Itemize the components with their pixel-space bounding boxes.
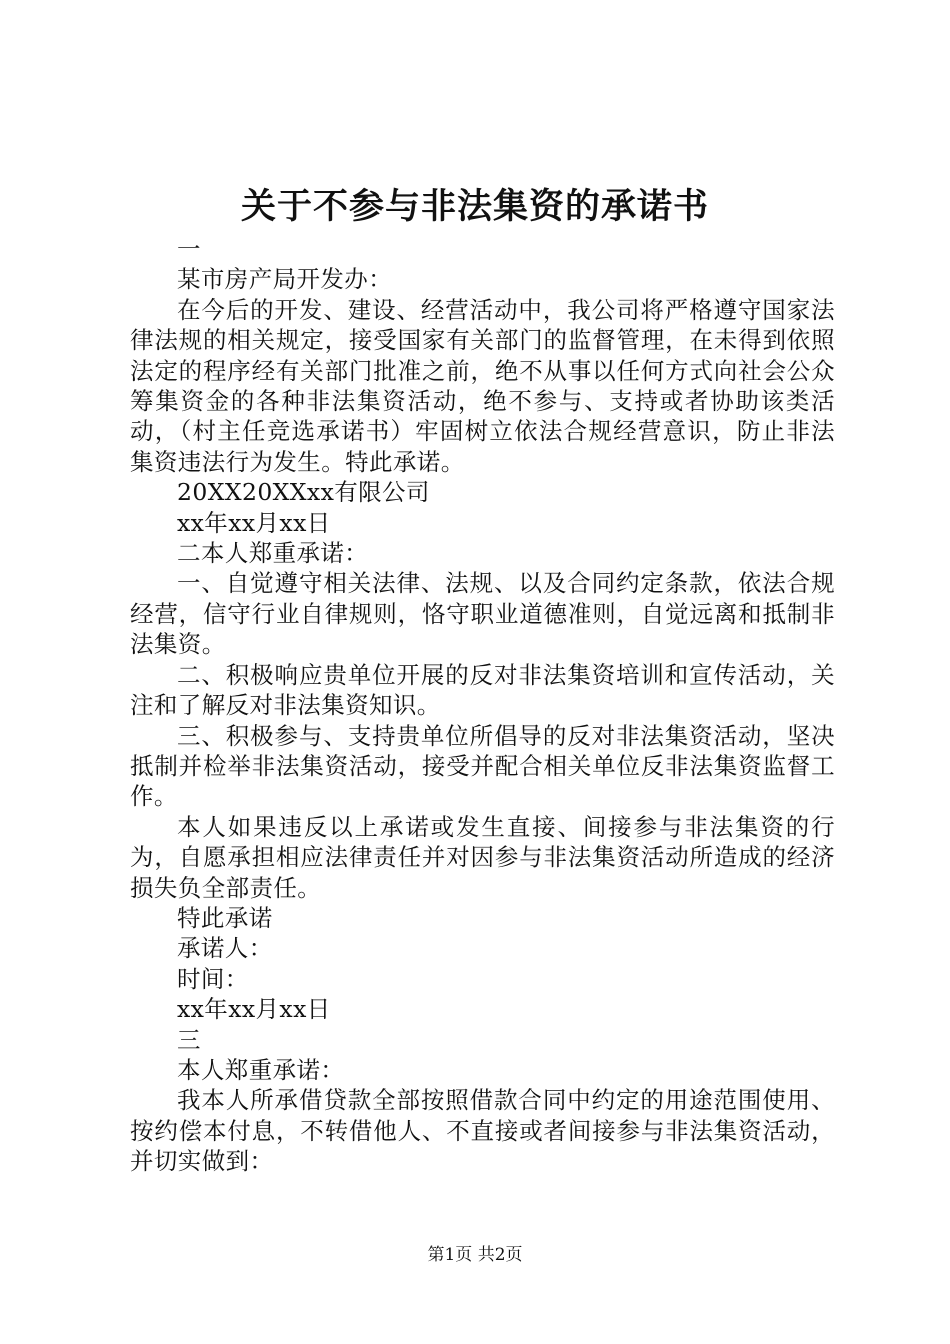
closing-line: 特此承诺 bbox=[177, 903, 273, 932]
loan-pledge-paragraph: 我本人所承借贷款全部按照借款合同中约定的用途范围使用、按约偿本付息，不转借他人、不直接或者间接参与非法集资活动，并切实做到： bbox=[130, 1086, 835, 1176]
section-heading-two: 二本人郑重承诺： bbox=[177, 539, 369, 568]
pledge-item-2: 二、积极响应贵单位开展的反对非法集资培训和宣传活动，关注和了解反对非法集资知识。 bbox=[130, 660, 835, 720]
section-marker-three: 三 bbox=[177, 1025, 201, 1054]
date-line: xx年xx月xx日 bbox=[177, 995, 331, 1024]
date-line: xx年xx月xx日 bbox=[177, 508, 331, 537]
section-marker-one: 一 bbox=[177, 235, 201, 263]
paragraph-company-pledge: 在今后的开发、建设、经营活动中，我公司将严格遵守国家法律法规的相关规定，接受国家有关部门的监督管理，在未得到依照法定的程序经有关部门批准之前，绝不从事以任何方式向社会公众筹集资金的各种非法集资活动，绝不参与、支持或者协助该类活动，（村主任竞选承诺书）牢固树立依法合规经营意识，防止非法集资违法行为发生。特此承诺。 bbox=[130, 295, 835, 476]
pledge-item-1: 一、自觉遵守相关法律、法规、以及合同约定条款，依法合规经营，信守行业自律规则，恪守职业道德准则，自觉远离和抵制非法集资。 bbox=[130, 569, 835, 659]
time-label: 时间： bbox=[177, 964, 249, 993]
document-title: 关于不参与非法集资的承诺书 bbox=[240, 186, 709, 227]
document-body bbox=[130, 234, 835, 1177]
page-footer: 第1页 共2页 bbox=[427, 1245, 523, 1265]
pledger-label: 承诺人： bbox=[177, 934, 273, 963]
pledge-item-3: 三、积极参与、支持贵单位所倡导的反对非法集资活动，坚决抵制并检举非法集资活动，接受并配合相关单位反非法集资监督工作。 bbox=[130, 721, 835, 811]
section-heading-three: 本人郑重承诺： bbox=[177, 1055, 345, 1084]
company-signature: 20XX20XXxx有限公司 bbox=[177, 478, 430, 507]
liability-paragraph: 本人如果违反以上承诺或发生直接、间接参与非法集资的行为，自愿承担相应法律责任并对因参与非法集资活动所造成的经济损失负全部责任。 bbox=[130, 812, 835, 902]
addressee: 某市房产局开发办： bbox=[177, 265, 393, 294]
